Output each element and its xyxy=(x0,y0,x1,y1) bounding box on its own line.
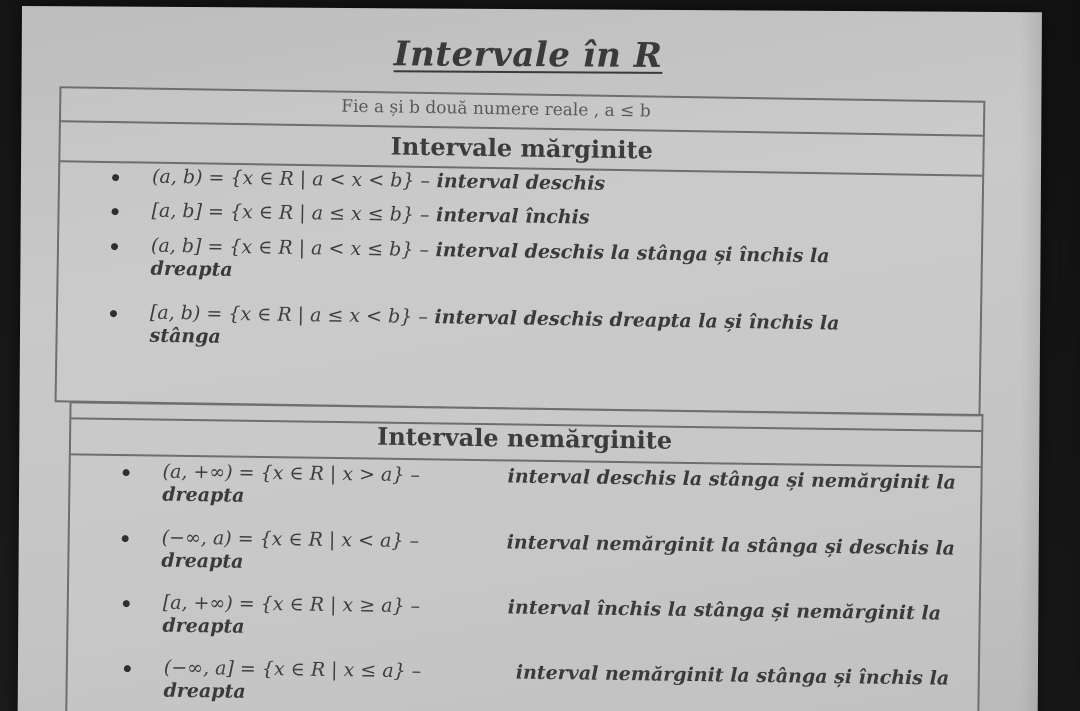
interval-formula: (a, b] = {x ∈ R | a < x ≤ b} – xyxy=(150,234,430,262)
interval-formula: (a, +∞) = {x ∈ R | x > a} – xyxy=(162,460,421,487)
bullet-icon xyxy=(123,600,130,607)
bullet-icon xyxy=(110,310,117,317)
interval-description-continued: dreapta xyxy=(163,679,246,703)
bullet-icon xyxy=(111,243,118,250)
list-item xyxy=(163,657,949,711)
interval-description-continued: stânga xyxy=(149,324,221,348)
paper-sheet xyxy=(18,6,1042,711)
interval-description: interval deschis la stânga și închis la xyxy=(428,239,830,268)
list-item xyxy=(152,166,605,196)
interval-description-continued: dreapta xyxy=(161,549,244,573)
bullet-icon xyxy=(124,665,131,672)
bullet-icon xyxy=(122,535,129,542)
list-item xyxy=(162,461,956,518)
interval-formula: (−∞, a] = {x ∈ R | x ≤ a} – xyxy=(163,656,422,683)
bounded-intervals-box xyxy=(55,86,986,417)
interval-description: interval deschis dreapta la și închis la xyxy=(427,306,840,335)
interval-description-continued: dreapta xyxy=(150,257,233,281)
interval-description: interval deschis la stânga și nemărginit la xyxy=(507,465,957,494)
interval-description-continued: dreapta xyxy=(162,614,245,638)
list-item xyxy=(149,302,839,359)
document-title: Intervale în R xyxy=(393,34,663,76)
intro-text: Fie a și b două numere reale , a ≤ b xyxy=(341,96,651,122)
list-item xyxy=(151,200,589,230)
photo-edge-shadow xyxy=(1020,0,1080,711)
interval-description: interval deschis xyxy=(429,170,606,195)
unbounded-heading: Intervale nemărginite xyxy=(376,421,673,455)
unbounded-intervals-box xyxy=(65,401,983,711)
bullet-icon xyxy=(112,174,119,181)
list-item xyxy=(161,527,955,584)
interval-formula: (a, b) = {x ∈ R | a < x < b} – xyxy=(151,165,431,193)
list-item xyxy=(162,592,941,649)
bullet-icon xyxy=(111,208,118,215)
interval-description: interval închis la stânga și nemărginit la xyxy=(507,596,942,625)
interval-formula: [a, b] = {x ∈ R | a ≤ x ≤ b} – xyxy=(151,199,430,227)
interval-description: interval nemărginit la stânga și închis la xyxy=(515,661,950,690)
interval-description: interval nemărginit la stânga și deschis la xyxy=(506,531,956,560)
bullet-icon xyxy=(123,469,130,476)
list-item xyxy=(150,235,829,292)
interval-formula: (−∞, a) = {x ∈ R | x < a} – xyxy=(161,526,420,553)
interval-formula: [a, +∞) = {x ∈ R | x ≥ a} – xyxy=(162,591,421,618)
bounded-heading: Intervale mărginite xyxy=(390,131,654,165)
interval-formula: [a, b) = {x ∈ R | a ≤ x < b} – xyxy=(149,301,429,329)
interval-description-continued: dreapta xyxy=(162,483,245,507)
interval-description: interval închis xyxy=(429,204,590,229)
